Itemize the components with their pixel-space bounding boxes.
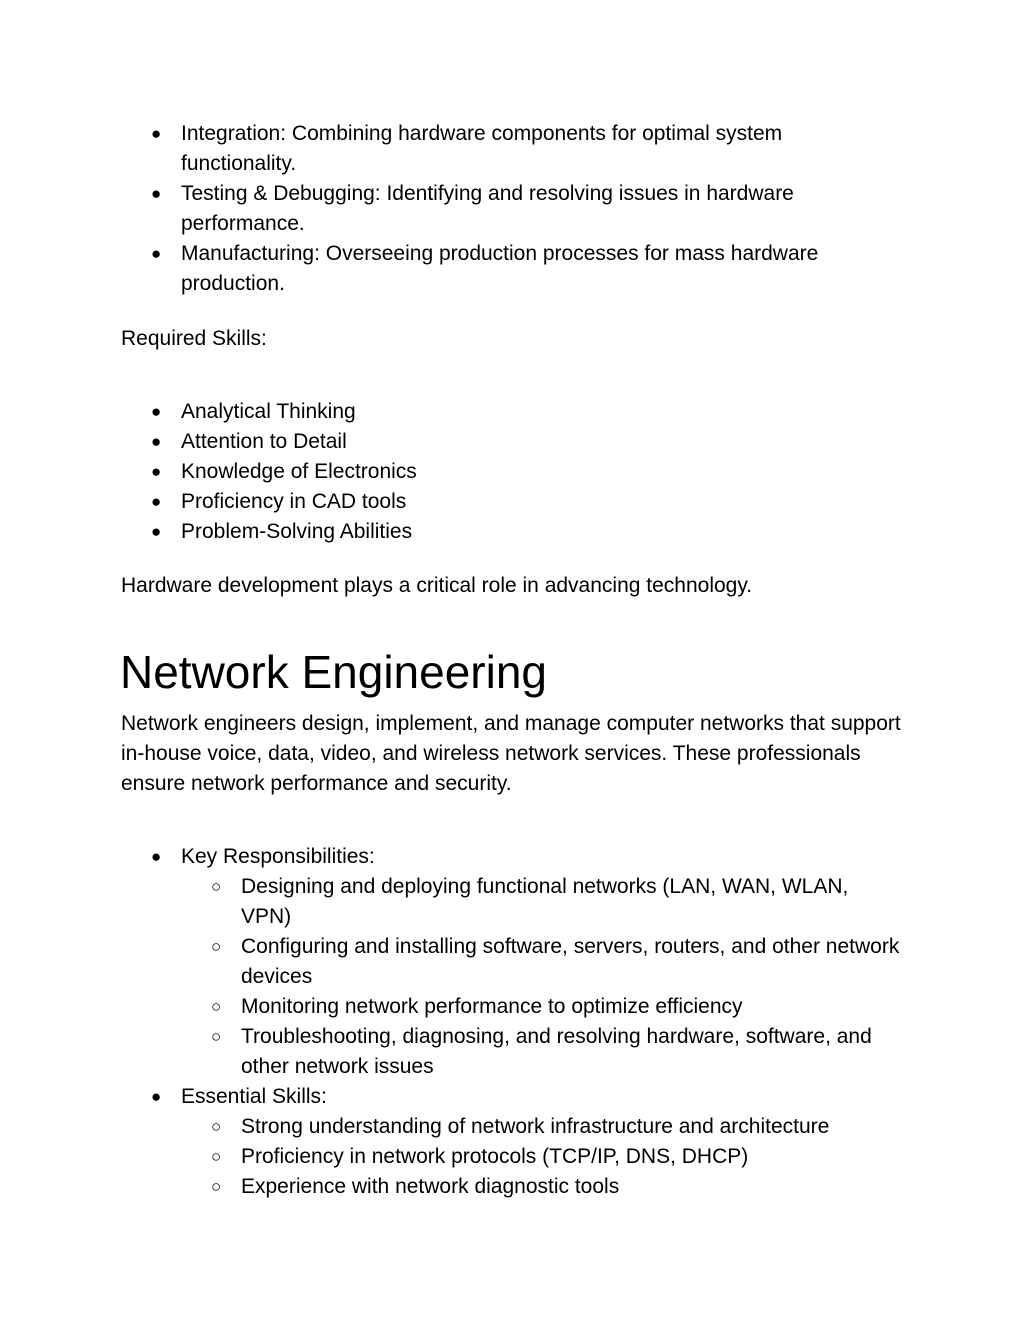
bullet-icon: ● xyxy=(151,1087,162,1106)
list-item xyxy=(121,517,901,547)
sublist-item xyxy=(181,872,901,932)
bullet-icon: ● xyxy=(151,462,162,481)
list-item-text: Knowledge of Electronics xyxy=(181,460,417,483)
hollow-bullet-icon: ○ xyxy=(211,1117,222,1136)
list-item xyxy=(121,427,901,457)
list-item-text: Problem-Solving Abilities xyxy=(181,520,413,543)
hollow-bullet-icon: ○ xyxy=(211,1027,222,1046)
hollow-bullet-icon: ○ xyxy=(211,877,222,896)
list-item xyxy=(121,119,901,179)
sublist-item-text: Troubleshooting, diagnosing, and resolving hardware, software, and other network issues xyxy=(241,1025,872,1078)
list-item-text: Proficiency in CAD tools xyxy=(181,490,407,513)
list-item-text: Analytical Thinking xyxy=(181,400,356,423)
hollow-bullet-icon: ○ xyxy=(211,937,222,956)
responsibilities-sublist xyxy=(181,872,901,1082)
sublist-item-text: Monitoring network performance to optimize efficiency xyxy=(241,995,743,1018)
sublist-item xyxy=(181,1172,901,1202)
hollow-bullet-icon: ○ xyxy=(211,997,222,1016)
list-item-text: Testing & Debugging: Identifying and resolving issues in hardware performance. xyxy=(181,182,794,235)
required-skills-label: Required Skills: xyxy=(121,327,267,350)
bullet-icon: ● xyxy=(151,522,162,541)
sublist-item-text: Configuring and installing software, servers, routers, and other network devices xyxy=(241,935,900,988)
bullet-icon: ● xyxy=(151,432,162,451)
sublist-item xyxy=(181,992,901,1022)
hardware-closing-paragraph: Hardware development plays a critical role in advancing technology. xyxy=(121,574,753,597)
hollow-bullet-icon: ○ xyxy=(211,1147,222,1166)
list-item xyxy=(121,487,901,517)
list-item-text: Key Responsibilities: xyxy=(181,845,375,868)
sublist-item xyxy=(181,1022,901,1082)
sublist-item xyxy=(181,1112,901,1142)
bullet-icon: ● xyxy=(151,124,162,143)
list-item xyxy=(121,842,901,1082)
list-item xyxy=(121,397,901,427)
sublist-item xyxy=(181,932,901,992)
list-item xyxy=(121,239,901,299)
section-heading: Network Engineering xyxy=(120,646,548,698)
bullet-icon: ● xyxy=(151,244,162,263)
sublist-item-text: Strong understanding of network infrastructure and architecture xyxy=(241,1115,830,1138)
list-item xyxy=(121,179,901,239)
sublist-item-text: Designing and deploying functional networks (LAN, WAN, WLAN, VPN) xyxy=(241,875,849,928)
sublist-item xyxy=(181,1142,901,1172)
sublist-item-text: Experience with network diagnostic tools xyxy=(241,1175,620,1198)
list-item-text: Manufacturing: Overseeing production processes for mass hardware production. xyxy=(181,242,819,295)
network-intro-paragraph: Network engineers design, implement, and manage computer networks that support in-house voice, data, video, and wireless network services. These professionals ensure network performance and security. xyxy=(121,712,901,795)
bullet-icon: ● xyxy=(151,402,162,421)
list-item-text: Integration: Combining hardware components for optimal system functionality. xyxy=(181,122,783,175)
essential-skills-sublist xyxy=(181,1112,901,1202)
list-item xyxy=(121,1082,901,1202)
bullet-icon: ● xyxy=(151,184,162,203)
list-item-text: Attention to Detail xyxy=(181,430,347,453)
network-details-list xyxy=(121,842,901,1202)
list-item-text: Essential Skills: xyxy=(181,1085,327,1108)
hardware-task-list xyxy=(121,119,901,299)
list-item xyxy=(121,457,901,487)
required-skills-list xyxy=(121,397,901,547)
hollow-bullet-icon: ○ xyxy=(211,1177,222,1196)
bullet-icon: ● xyxy=(151,847,162,866)
sublist-item-text: Proficiency in network protocols (TCP/IP, DNS, DHCP) xyxy=(241,1145,749,1168)
bullet-icon: ● xyxy=(151,492,162,511)
